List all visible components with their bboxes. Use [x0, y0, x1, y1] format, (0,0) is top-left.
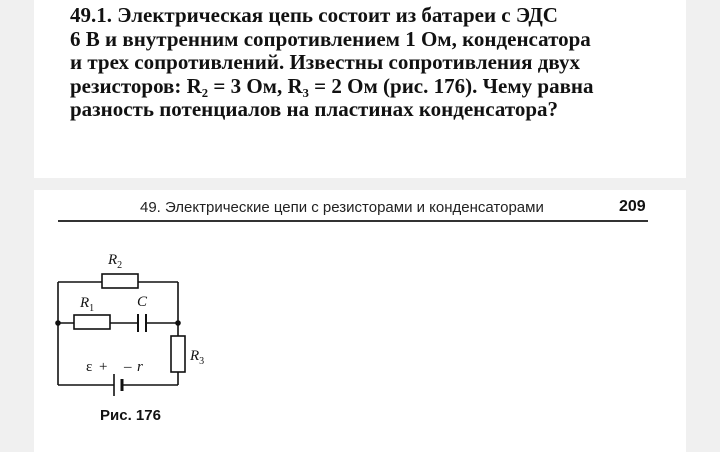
problem-line-4: резисторов: R₂ = 3 Ом, R₃ = 2 Ом (рис. 176). Чему равна [70, 73, 594, 98]
figure-caption: Рис. 176 [100, 407, 161, 424]
capacitor-c [138, 314, 146, 332]
label-r2: $R_2$ [108, 252, 123, 271]
problem-number: 49.1. [70, 3, 112, 27]
resistor-r3 [171, 336, 185, 372]
label-plus: + [99, 359, 108, 375]
label-emf: ε [86, 359, 93, 375]
problem-line-5: разность потенциалов на пластинах конденсатора? [70, 97, 559, 121]
resistor-r1 [74, 315, 110, 329]
label-r-internal: r [137, 359, 143, 375]
label-r1: $R_1$ [80, 295, 95, 314]
label-r3: $R_3$ [190, 348, 205, 367]
problem-line-2: 6 В и внутренним сопротивлением 1 Ом, конденсатора [70, 26, 591, 51]
junction-right [175, 320, 181, 326]
label-minus: – [124, 359, 132, 375]
page-number: 209 [619, 198, 646, 215]
problem-line-3: и трех сопротивлений. Известны сопротивления двух [70, 50, 580, 74]
resistor-r2 [102, 274, 138, 288]
label-c: C [137, 294, 148, 310]
junction-left [55, 320, 61, 326]
page-header: 49. Электрические цепи с резисторами и конденсаторами [140, 199, 544, 216]
problem-line-1-text: Электрическая цепь состоит из батареи с ЭДС [117, 3, 558, 27]
battery [114, 374, 122, 396]
